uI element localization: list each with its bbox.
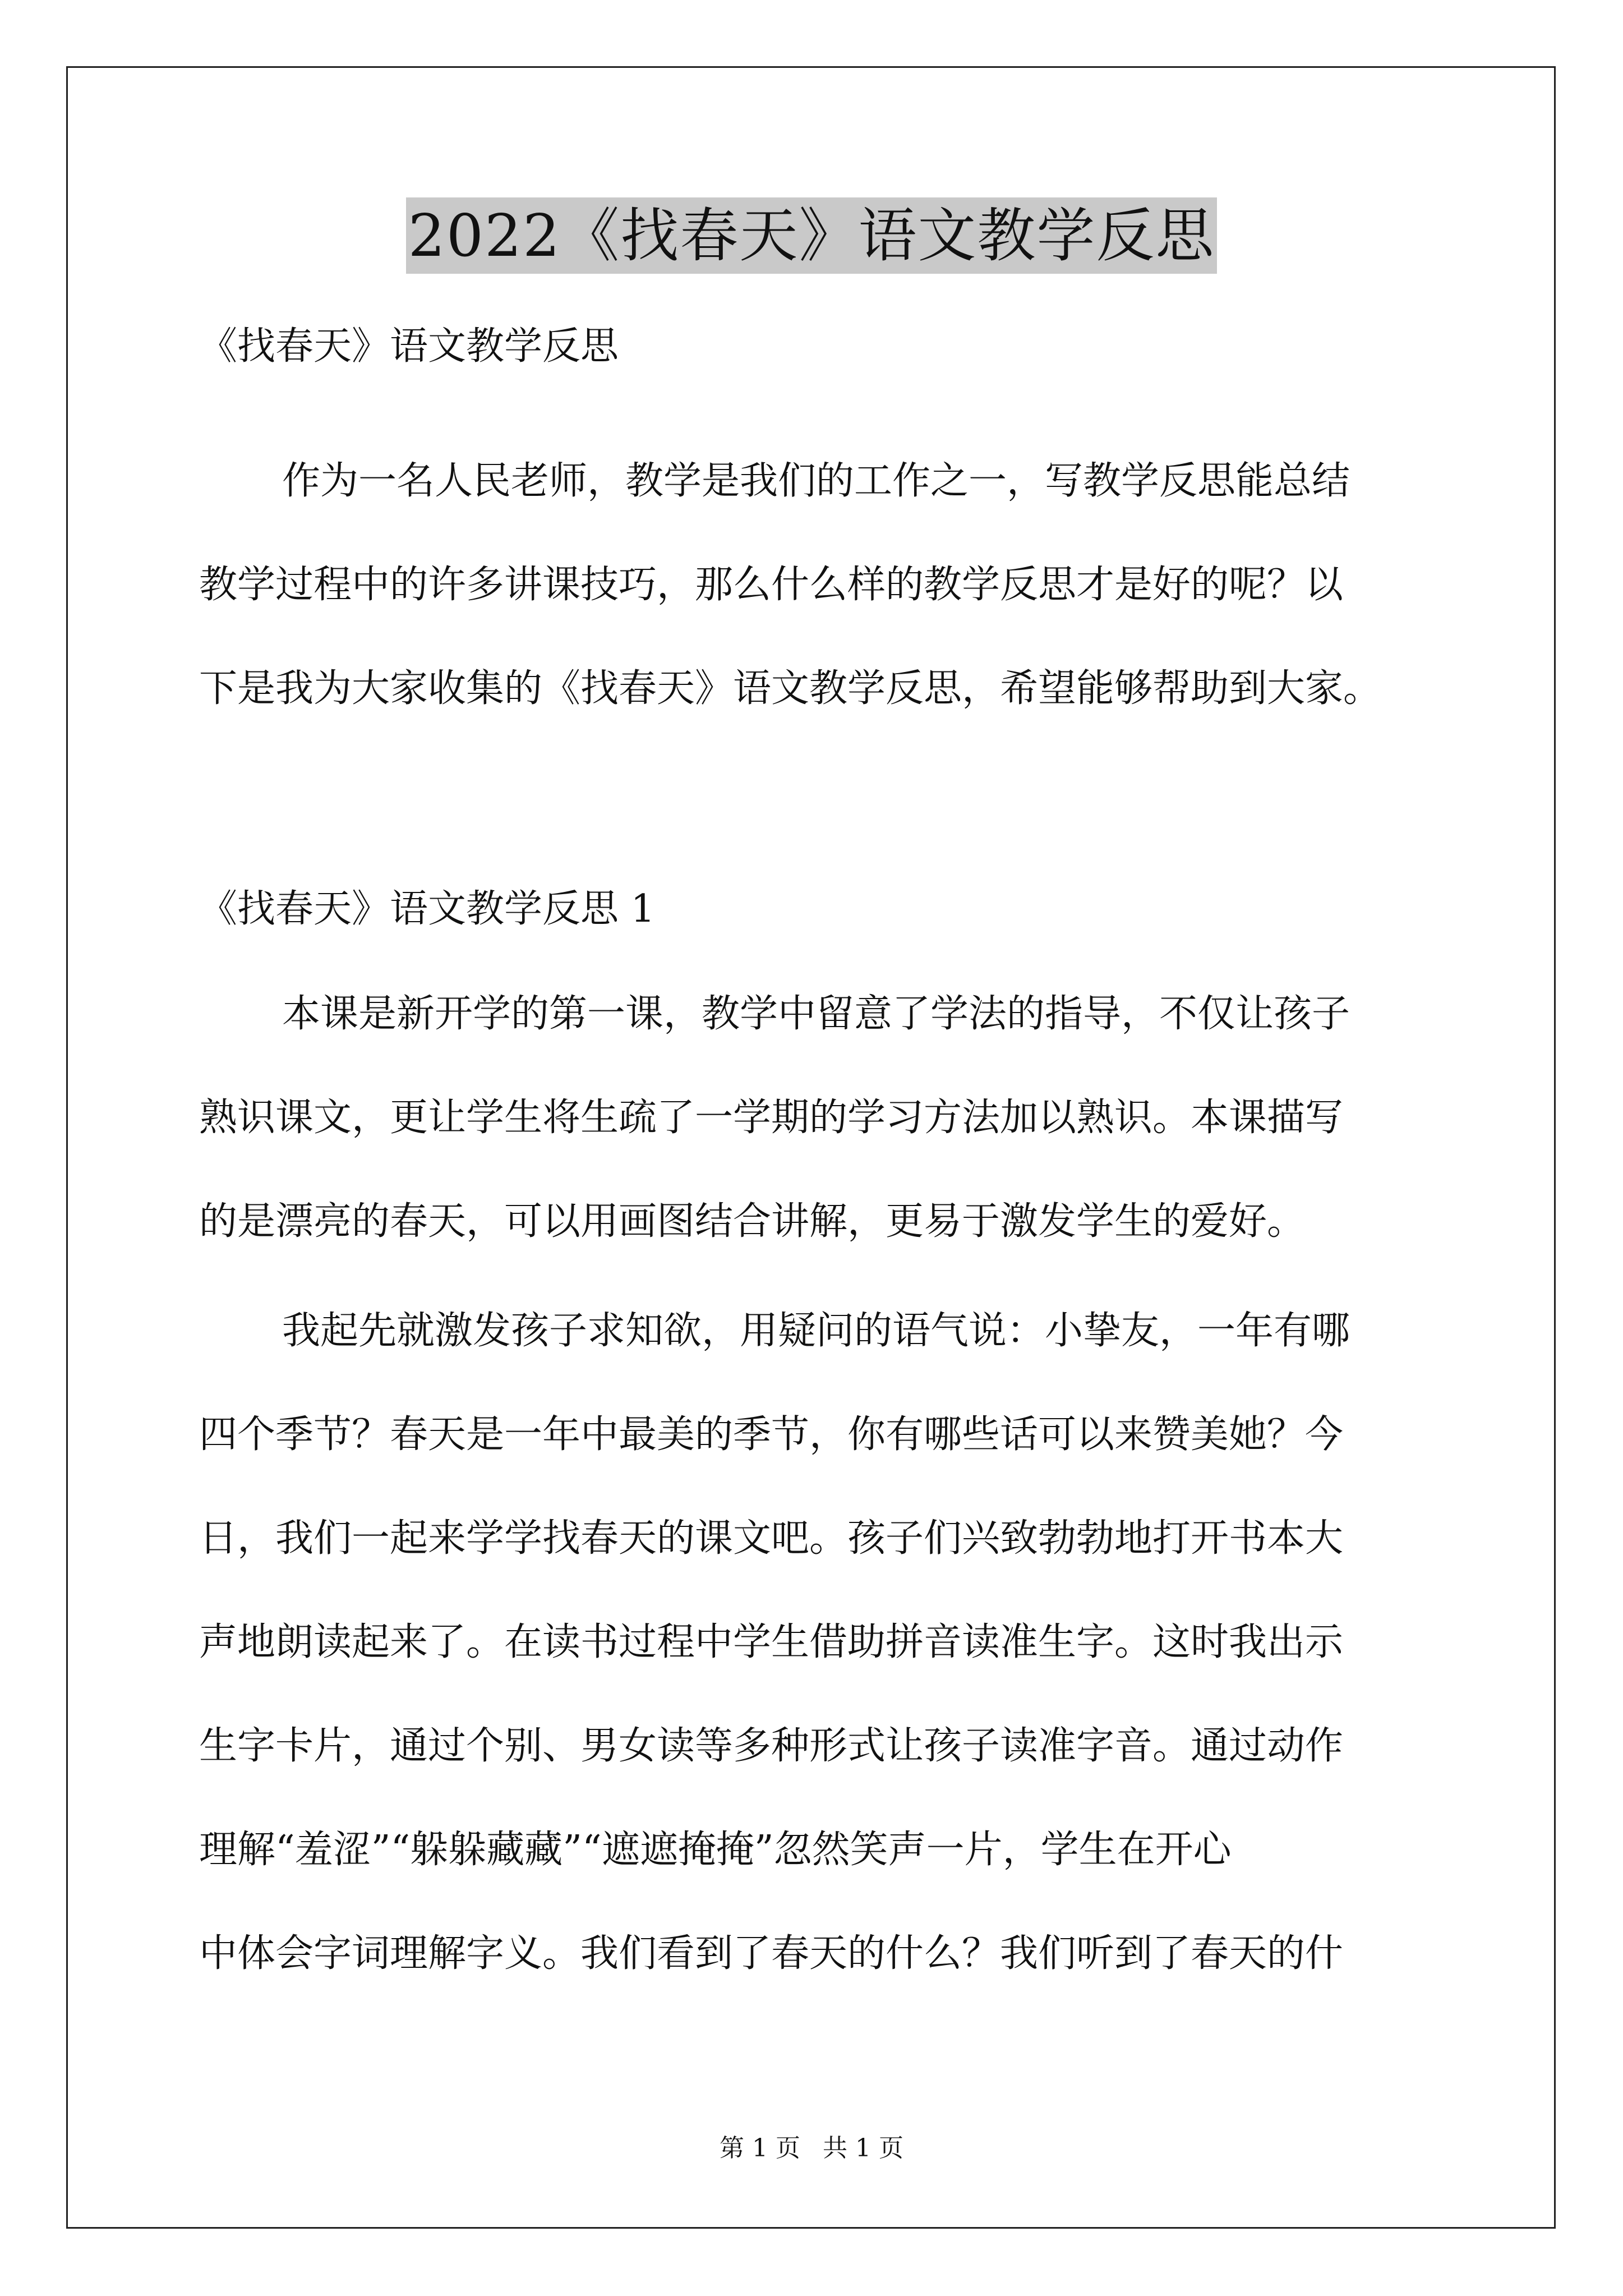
- section-paragraph: [199, 1309, 1427, 2035]
- page-footer: [0, 2133, 1623, 2164]
- page-number: 第 1 页: [720, 2134, 800, 2162]
- paragraph-line: 作为一名人民老师，教学是我们的工作之一，写教学反思能总结: [282, 459, 1350, 503]
- paragraph-line: 生字卡片，通过个别、男女读等多种形式让孩子读准字音。通过动作: [199, 1724, 1344, 1768]
- paragraph-line: 四个季节？春天是一年中最美的季节，你有哪些话可以来赞美她？今: [199, 1412, 1344, 1457]
- paragraph-line: 本课是新开学的第一课，教学中留意了学法的指导，不仅让孩子: [282, 992, 1350, 1036]
- page-total: 共 1 页: [823, 2134, 903, 2162]
- section-paragraph: [199, 992, 1427, 1303]
- paragraph-line: 我起先就激发孩子求知欲，用疑问的语气说：小挚友，一年有哪: [282, 1309, 1350, 1353]
- title-container: [0, 197, 1623, 274]
- paragraph-line: 熟识课文，更让学生将生疏了一学期的学习方法加以熟识。本课描写: [199, 1096, 1344, 1140]
- paragraph-line: 教学过程中的许多讲课技巧，那么什么样的教学反思才是好的呢？以: [199, 563, 1344, 607]
- paragraph-line: 声地朗读起来了。在读书过程中学生借助拼音读准生字。这时我出示: [199, 1620, 1344, 1664]
- document-subtitle: 《找春天》语文教学反思: [199, 324, 619, 369]
- paragraph-line: 中体会字词理解字义。我们看到了春天的什么？我们听到了春天的什: [199, 1931, 1344, 1976]
- paragraph-line: 日，我们一起来学学找春天的课文吧。孩子们兴致勃勃地打开书本大: [199, 1516, 1344, 1561]
- paragraph-line: 的是漂亮的春天，可以用画图结合讲解，更易于激发学生的爱好。: [199, 1199, 1306, 1244]
- intro-paragraph: [199, 459, 1427, 770]
- document-title: 2022《找春天》语文教学反思: [406, 197, 1218, 274]
- paragraph-line: 下是我为大家收集的《找春天》语文教学反思，希望能够帮助到大家。: [199, 666, 1382, 711]
- paragraph-line: 理解“羞涩”“躲躲藏藏”“遮遮掩掩”忽然笑声一片，学生在开心: [199, 1828, 1232, 1872]
- section-heading: 《找春天》语文教学反思 1: [199, 887, 655, 931]
